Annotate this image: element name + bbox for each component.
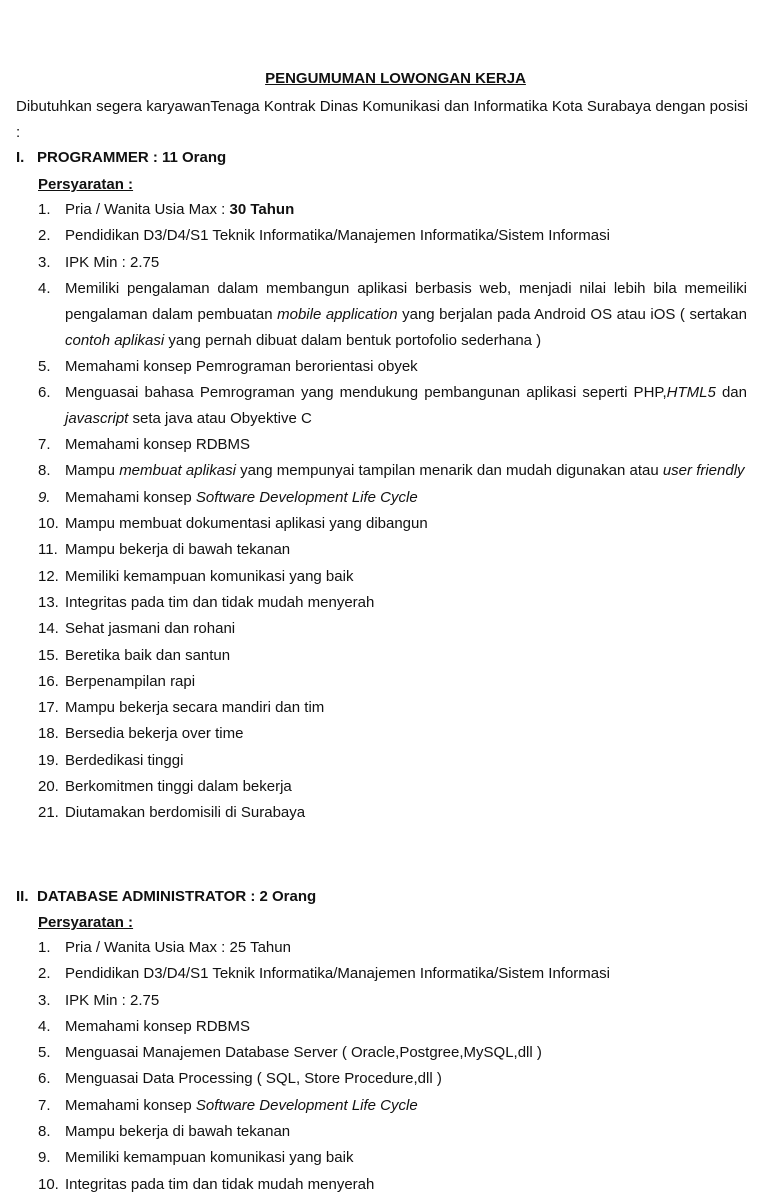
list-item: 2. Pendidikan D3/D4/S1 Teknik Informatika/Manajemen Informatika/Sistem Informasi [38, 965, 610, 983]
list-item: 10. Integritas pada tim dan tidak mudah menyerah [38, 1175, 375, 1193]
list-item: 21. Diutamakan berdomisili di Surabaya [38, 804, 306, 822]
list-item: 3. IPK Min : 2.75 [38, 991, 160, 1009]
list-item: 14. Sehat jasmani dan rohani [38, 620, 236, 638]
page-title: PENGUMUMAN LOWONGAN KERJA [265, 70, 526, 87]
list-item: 16. Berpenampilan rapi [38, 672, 196, 690]
list-item: 1. Pria / Wanita Usia Max : 25 Tahun [38, 939, 291, 956]
list-item: 7. Memahami konsep RDBMS [38, 436, 251, 454]
list-item: 7. Memahami konsep Software Development Life Cycle [38, 1096, 418, 1114]
list-item: 10. Mampu membuat dokumentasi aplikasi yang dibangun [38, 515, 428, 533]
list-item: 2. Pendidikan D3/D4/S1 Teknik Informatika/Manajemen Informatika/Sistem Informasi [38, 227, 610, 245]
list-item: 6. Menguasai bahasa Pemrograman yang mendukung pembangunan aplikasi seperti PHP,HTML5 dan javascript seta java atau Obyektive C [38, 384, 747, 428]
list-item: 12. Memiliki kemampuan komunikasi yang baik [38, 567, 354, 585]
list-item: 8. Mampu bekerja di bawah tekanan [38, 1123, 291, 1141]
section-heading-dba [16, 887, 316, 907]
intro-paragraph: Dibutuhkan segera karyawanTenaga Kontrak Dinas Komunikasi dan Informatika Kota Surabaya dengan posisi : [16, 98, 748, 141]
list-item: 19. Berdedikasi tinggi [38, 751, 184, 769]
section-title: PROGRAMMER : 11 Orang [37, 149, 227, 166]
list-item: 11. Mampu bekerja di bawah tekanan [38, 541, 291, 559]
list-item: 17. Mampu bekerja secara mandiri dan tim [38, 699, 325, 717]
requirements-label: Persyaratan : [38, 914, 134, 931]
list-item: 5. Menguasai Manajemen Database Server ( Oracle,Postgree,MySQL,dll ) [38, 1044, 542, 1062]
list-item: 9. Memiliki kemampuan komunikasi yang baik [38, 1149, 354, 1167]
list-item: 6. Menguasai Data Processing ( SQL, Store Procedure,dll ) [38, 1070, 442, 1088]
list-item: 4. Memiliki pengalaman dalam membangun aplikasi berbasis web, menjadi nilai lebih bila memeiliki pengalaman dalam pembuatan mobile application yang berjalan pada Android OS atau iOS ( sertakan contoh aplikasi yang pernah dibuat dalam bentuk portofolio sederhana ) [38, 279, 747, 349]
list-item: 3. IPK Min : 2.75 [38, 253, 160, 271]
list-item: 8. Mampu membuat aplikasi yang mempunyai tampilan menarik dan mudah digunakan atau user friendly [38, 462, 745, 480]
requirements-label: Persyaratan : [38, 176, 134, 193]
section-roman: I. [16, 149, 25, 166]
section-title: DATABASE ADMINISTRATOR : 2 Orang [37, 888, 317, 905]
list-item: 20. Berkomitmen tinggi dalam bekerja [38, 778, 292, 796]
list-item: 5. Memahami konsep Pemrograman berorientasi obyek [38, 357, 418, 375]
list-item: 13. Integritas pada tim dan tidak mudah menyerah [38, 593, 375, 611]
section-heading-programmer [16, 148, 226, 168]
requirements-list-dba [0, 935, 783, 1198]
list-item: 4. Memahami konsep RDBMS [38, 1017, 251, 1035]
section-roman: II. [16, 888, 29, 905]
list-item: 9. Memahami konsep Software Development Life Cycle [38, 488, 418, 506]
list-item: 15. Beretika baik dan santun [38, 646, 231, 664]
requirements-list-programmer [0, 197, 783, 827]
list-item: 1. Pria / Wanita Usia Max : 30 Tahun [38, 201, 295, 218]
list-item: 18. Bersedia bekerja over time [38, 725, 244, 743]
